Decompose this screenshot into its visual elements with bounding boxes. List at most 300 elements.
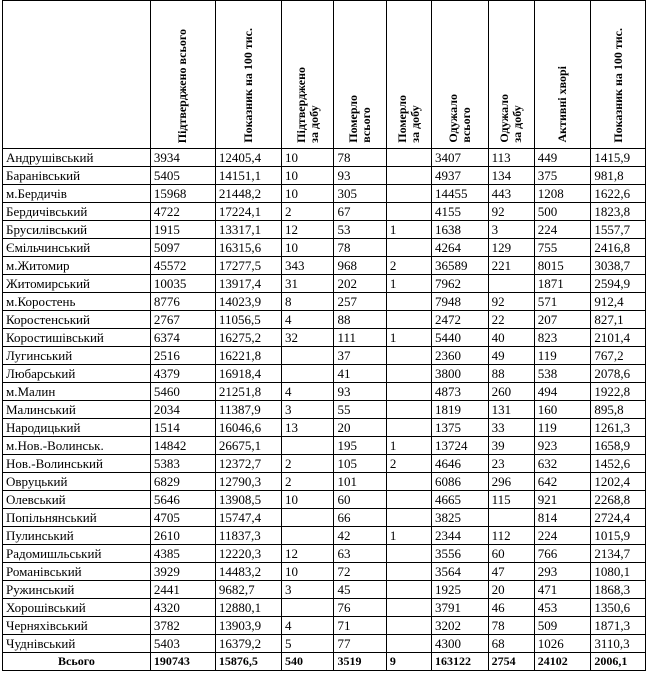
- value-cell: 12790,3: [215, 473, 281, 491]
- value-cell: 981,8: [591, 167, 646, 185]
- value-cell: 63: [334, 545, 386, 563]
- value-cell: 12372,7: [215, 455, 281, 473]
- value-cell: 5: [282, 635, 334, 653]
- value-cell: 13903,9: [215, 617, 281, 635]
- value-cell: 105: [334, 455, 386, 473]
- header-cell: [488, 1, 534, 149]
- value-cell: 4300: [431, 635, 488, 653]
- value-cell: 538: [534, 365, 591, 383]
- value-cell: 2516: [150, 347, 215, 365]
- value-cell: [386, 203, 431, 221]
- header-label: Активні хворі: [555, 66, 570, 143]
- value-cell: 4264: [431, 239, 488, 257]
- district-name-cell: Черняхівський: [3, 617, 151, 635]
- value-cell: 12: [282, 545, 334, 563]
- value-cell: [282, 437, 334, 455]
- value-cell: 471: [534, 581, 591, 599]
- value-cell: 3934: [150, 149, 215, 167]
- value-cell: 343: [282, 257, 334, 275]
- value-cell: 2: [282, 203, 334, 221]
- district-name-cell: Пулинський: [3, 527, 151, 545]
- value-cell: 755: [534, 239, 591, 257]
- value-cell: 46: [488, 599, 534, 617]
- value-cell: 37: [334, 347, 386, 365]
- value-cell: 2078,6: [591, 365, 646, 383]
- value-cell: 17277,5: [215, 257, 281, 275]
- total-label-cell: Всього: [3, 653, 151, 671]
- value-cell: 113: [488, 149, 534, 167]
- value-cell: 14023,9: [215, 293, 281, 311]
- value-cell: 4646: [431, 455, 488, 473]
- total-value-cell: 24102: [534, 653, 591, 671]
- value-cell: 4873: [431, 383, 488, 401]
- table-row: [3, 257, 646, 275]
- value-cell: 22: [488, 311, 534, 329]
- value-cell: 6374: [150, 329, 215, 347]
- value-cell: 23: [488, 455, 534, 473]
- value-cell: 1: [386, 437, 431, 455]
- header-cell: [386, 1, 431, 149]
- value-cell: 14151,1: [215, 167, 281, 185]
- value-cell: 1452,6: [591, 455, 646, 473]
- total-row: [3, 653, 646, 671]
- value-cell: 14455: [431, 185, 488, 203]
- value-cell: 4: [282, 617, 334, 635]
- table-row: [3, 491, 646, 509]
- value-cell: 31: [282, 275, 334, 293]
- table-row: [3, 311, 646, 329]
- value-cell: 375: [534, 167, 591, 185]
- value-cell: 3038,7: [591, 257, 646, 275]
- header-cell: [215, 1, 281, 149]
- value-cell: 10: [282, 167, 334, 185]
- value-cell: [488, 275, 534, 293]
- value-cell: 13724: [431, 437, 488, 455]
- value-cell: [386, 365, 431, 383]
- value-cell: 1823,8: [591, 203, 646, 221]
- value-cell: 45: [334, 581, 386, 599]
- table-body: [3, 149, 646, 653]
- value-cell: 3: [488, 221, 534, 239]
- value-cell: 21251,8: [215, 383, 281, 401]
- header-cell: [591, 1, 646, 149]
- header-cell: [150, 1, 215, 149]
- header-row: [3, 1, 646, 149]
- header-label: Померло всього: [346, 95, 374, 143]
- table-row: [3, 275, 646, 293]
- value-cell: 443: [488, 185, 534, 203]
- value-cell: 1: [386, 221, 431, 239]
- value-cell: [488, 509, 534, 527]
- value-cell: [386, 419, 431, 437]
- value-cell: 2416,8: [591, 239, 646, 257]
- value-cell: 92: [488, 203, 534, 221]
- value-cell: 14842: [150, 437, 215, 455]
- value-cell: 17224,1: [215, 203, 281, 221]
- header-cell-district: [3, 1, 151, 149]
- district-name-cell: Ружинський: [3, 581, 151, 599]
- value-cell: 66: [334, 509, 386, 527]
- table-row: [3, 527, 646, 545]
- value-cell: 8776: [150, 293, 215, 311]
- value-cell: 296: [488, 473, 534, 491]
- table-row: [3, 455, 646, 473]
- value-cell: 8: [282, 293, 334, 311]
- value-cell: 33: [488, 419, 534, 437]
- district-name-cell: м.Коростень: [3, 293, 151, 311]
- total-value-cell: 15876,5: [215, 653, 281, 671]
- district-name-cell: Ємільчинський: [3, 239, 151, 257]
- district-name-cell: Любарський: [3, 365, 151, 383]
- header-cell: [334, 1, 386, 149]
- value-cell: 293: [534, 563, 591, 581]
- district-name-cell: Попільнянський: [3, 509, 151, 527]
- value-cell: 6086: [431, 473, 488, 491]
- value-cell: 134: [488, 167, 534, 185]
- value-cell: 68: [488, 635, 534, 653]
- value-cell: [386, 311, 431, 329]
- value-cell: 12405,4: [215, 149, 281, 167]
- value-cell: 32: [282, 329, 334, 347]
- value-cell: [386, 149, 431, 167]
- value-cell: 5460: [150, 383, 215, 401]
- value-cell: 494: [534, 383, 591, 401]
- value-cell: 509: [534, 617, 591, 635]
- value-cell: 12: [282, 221, 334, 239]
- value-cell: 101: [334, 473, 386, 491]
- district-name-cell: Овруцький: [3, 473, 151, 491]
- value-cell: 814: [534, 509, 591, 527]
- value-cell: 224: [534, 527, 591, 545]
- table-row: [3, 185, 646, 203]
- table-footer: [3, 653, 646, 671]
- value-cell: 767,2: [591, 347, 646, 365]
- value-cell: 3782: [150, 617, 215, 635]
- value-cell: 13908,5: [215, 491, 281, 509]
- value-cell: 60: [334, 491, 386, 509]
- value-cell: 195: [334, 437, 386, 455]
- value-cell: 1915: [150, 221, 215, 239]
- value-cell: 3202: [431, 617, 488, 635]
- header-cell: [534, 1, 591, 149]
- value-cell: 119: [534, 419, 591, 437]
- value-cell: 3: [282, 401, 334, 419]
- header-label: Померло за добу: [394, 95, 422, 143]
- value-cell: 16275,2: [215, 329, 281, 347]
- value-cell: 16379,2: [215, 635, 281, 653]
- value-cell: 1922,8: [591, 383, 646, 401]
- value-cell: 13317,1: [215, 221, 281, 239]
- value-cell: 1375: [431, 419, 488, 437]
- value-cell: 12220,3: [215, 545, 281, 563]
- district-name-cell: Хорошівський: [3, 599, 151, 617]
- header-label: Підтверджено за добу: [293, 67, 321, 143]
- table-row: [3, 365, 646, 383]
- value-cell: 88: [334, 311, 386, 329]
- value-cell: 1819: [431, 401, 488, 419]
- value-cell: 1415,9: [591, 149, 646, 167]
- value-cell: 12880,1: [215, 599, 281, 617]
- value-cell: 1: [386, 329, 431, 347]
- value-cell: 5646: [150, 491, 215, 509]
- value-cell: 1080,1: [591, 563, 646, 581]
- table-row: [3, 401, 646, 419]
- value-cell: [386, 635, 431, 653]
- table-row: [3, 167, 646, 185]
- value-cell: 3791: [431, 599, 488, 617]
- value-cell: 1: [386, 527, 431, 545]
- value-cell: 7962: [431, 275, 488, 293]
- district-name-cell: Малинський: [3, 401, 151, 419]
- value-cell: 67: [334, 203, 386, 221]
- value-cell: 60: [488, 545, 534, 563]
- value-cell: 1658,9: [591, 437, 646, 455]
- table-row: [3, 293, 646, 311]
- value-cell: [386, 545, 431, 563]
- table-row: [3, 617, 646, 635]
- district-name-cell: м.Бердичів: [3, 185, 151, 203]
- value-cell: 1868,3: [591, 581, 646, 599]
- value-cell: 55: [334, 401, 386, 419]
- value-cell: 71: [334, 617, 386, 635]
- value-cell: 912,4: [591, 293, 646, 311]
- table-row: [3, 419, 646, 437]
- district-name-cell: Олевський: [3, 491, 151, 509]
- value-cell: 1638: [431, 221, 488, 239]
- district-name-cell: м.Житомир: [3, 257, 151, 275]
- value-cell: 129: [488, 239, 534, 257]
- header-label: Одужало за добу: [497, 94, 525, 143]
- district-name-cell: Нов.-Волинський: [3, 455, 151, 473]
- district-name-cell: Коростенський: [3, 311, 151, 329]
- district-name-cell: Лугинський: [3, 347, 151, 365]
- value-cell: 3564: [431, 563, 488, 581]
- value-cell: 93: [334, 167, 386, 185]
- district-name-cell: м.Нов.-Волинськ.: [3, 437, 151, 455]
- value-cell: 923: [534, 437, 591, 455]
- value-cell: 260: [488, 383, 534, 401]
- header-cell: [431, 1, 488, 149]
- value-cell: 1557,7: [591, 221, 646, 239]
- value-cell: [386, 617, 431, 635]
- value-cell: 5097: [150, 239, 215, 257]
- table-row: [3, 599, 646, 617]
- value-cell: 88: [488, 365, 534, 383]
- total-value-cell: 190743: [150, 653, 215, 671]
- table-row: [3, 509, 646, 527]
- header-label: Показник на 100 тис.: [610, 28, 625, 143]
- total-value-cell: 3519: [334, 653, 386, 671]
- table-row: [3, 149, 646, 167]
- value-cell: 1925: [431, 581, 488, 599]
- value-cell: [386, 563, 431, 581]
- value-cell: 119: [534, 347, 591, 365]
- district-name-cell: Коростишівський: [3, 329, 151, 347]
- value-cell: 5383: [150, 455, 215, 473]
- value-cell: 4379: [150, 365, 215, 383]
- value-cell: 1261,3: [591, 419, 646, 437]
- table-row: [3, 239, 646, 257]
- value-cell: 76: [334, 599, 386, 617]
- header-cell: [282, 1, 334, 149]
- value-cell: 4722: [150, 203, 215, 221]
- value-cell: 78: [334, 149, 386, 167]
- value-cell: [386, 401, 431, 419]
- value-cell: 1514: [150, 419, 215, 437]
- value-cell: [386, 383, 431, 401]
- district-name-cell: Брусилівський: [3, 221, 151, 239]
- value-cell: [282, 527, 334, 545]
- header-label: Одужало всього: [445, 94, 473, 143]
- total-value-cell: 9: [386, 653, 431, 671]
- value-cell: 3800: [431, 365, 488, 383]
- value-cell: 6829: [150, 473, 215, 491]
- value-cell: 2472: [431, 311, 488, 329]
- value-cell: 5440: [431, 329, 488, 347]
- value-cell: 15747,4: [215, 509, 281, 527]
- value-cell: 3929: [150, 563, 215, 581]
- district-name-cell: Народицький: [3, 419, 151, 437]
- value-cell: [386, 473, 431, 491]
- value-cell: 1202,4: [591, 473, 646, 491]
- total-value-cell: 2006,1: [591, 653, 646, 671]
- value-cell: 207: [534, 311, 591, 329]
- value-cell: 10: [282, 149, 334, 167]
- district-name-cell: Романівський: [3, 563, 151, 581]
- district-name-cell: м.Малин: [3, 383, 151, 401]
- table-row: [3, 635, 646, 653]
- value-cell: 2441: [150, 581, 215, 599]
- value-cell: 3825: [431, 509, 488, 527]
- total-value-cell: 163122: [431, 653, 488, 671]
- value-cell: 1622,6: [591, 185, 646, 203]
- value-cell: 4665: [431, 491, 488, 509]
- table-row: [3, 545, 646, 563]
- value-cell: [386, 347, 431, 365]
- value-cell: [282, 365, 334, 383]
- value-cell: 93: [334, 383, 386, 401]
- value-cell: 1208: [534, 185, 591, 203]
- value-cell: 2724,4: [591, 509, 646, 527]
- value-cell: 10: [282, 185, 334, 203]
- total-value-cell: 540: [282, 653, 334, 671]
- value-cell: [282, 509, 334, 527]
- value-cell: 1871,3: [591, 617, 646, 635]
- value-cell: 20: [334, 419, 386, 437]
- value-cell: 5403: [150, 635, 215, 653]
- value-cell: 36589: [431, 257, 488, 275]
- value-cell: [282, 347, 334, 365]
- value-cell: 968: [334, 257, 386, 275]
- value-cell: 2: [386, 257, 431, 275]
- value-cell: 160: [534, 401, 591, 419]
- value-cell: 53: [334, 221, 386, 239]
- value-cell: 921: [534, 491, 591, 509]
- value-cell: 10: [282, 563, 334, 581]
- value-cell: 1: [386, 275, 431, 293]
- table-row: [3, 347, 646, 365]
- value-cell: 1871: [534, 275, 591, 293]
- table-row: [3, 437, 646, 455]
- value-cell: 11056,5: [215, 311, 281, 329]
- value-cell: 26675,1: [215, 437, 281, 455]
- value-cell: 131: [488, 401, 534, 419]
- table-row: [3, 563, 646, 581]
- value-cell: 13: [282, 419, 334, 437]
- table-row: [3, 221, 646, 239]
- value-cell: 14483,2: [215, 563, 281, 581]
- value-cell: 11387,9: [215, 401, 281, 419]
- value-cell: 823: [534, 329, 591, 347]
- value-cell: [386, 599, 431, 617]
- value-cell: 112: [488, 527, 534, 545]
- value-cell: 2134,7: [591, 545, 646, 563]
- value-cell: [386, 491, 431, 509]
- district-name-cell: Чуднівський: [3, 635, 151, 653]
- value-cell: 224: [534, 221, 591, 239]
- value-cell: 45572: [150, 257, 215, 275]
- value-cell: [386, 509, 431, 527]
- value-cell: 10: [282, 491, 334, 509]
- value-cell: 1026: [534, 635, 591, 653]
- value-cell: 257: [334, 293, 386, 311]
- value-cell: 78: [488, 617, 534, 635]
- value-cell: 449: [534, 149, 591, 167]
- value-cell: 41: [334, 365, 386, 383]
- value-cell: 3: [282, 581, 334, 599]
- value-cell: 2344: [431, 527, 488, 545]
- value-cell: 20: [488, 581, 534, 599]
- value-cell: [386, 185, 431, 203]
- value-cell: [386, 167, 431, 185]
- value-cell: 8015: [534, 257, 591, 275]
- value-cell: 16918,4: [215, 365, 281, 383]
- value-cell: 11837,3: [215, 527, 281, 545]
- value-cell: 2101,4: [591, 329, 646, 347]
- value-cell: 3407: [431, 149, 488, 167]
- value-cell: 40: [488, 329, 534, 347]
- table-header: [3, 1, 646, 149]
- value-cell: 15968: [150, 185, 215, 203]
- value-cell: 2594,9: [591, 275, 646, 293]
- value-cell: 2: [386, 455, 431, 473]
- value-cell: 77: [334, 635, 386, 653]
- value-cell: 4385: [150, 545, 215, 563]
- value-cell: 766: [534, 545, 591, 563]
- value-cell: 9682,7: [215, 581, 281, 599]
- value-cell: 500: [534, 203, 591, 221]
- value-cell: 632: [534, 455, 591, 473]
- value-cell: 4705: [150, 509, 215, 527]
- value-cell: 78: [334, 239, 386, 257]
- value-cell: 5405: [150, 167, 215, 185]
- value-cell: 16221,8: [215, 347, 281, 365]
- value-cell: 115: [488, 491, 534, 509]
- value-cell: 895,8: [591, 401, 646, 419]
- value-cell: 21448,2: [215, 185, 281, 203]
- value-cell: 10: [282, 239, 334, 257]
- value-cell: 72: [334, 563, 386, 581]
- table-row: [3, 203, 646, 221]
- value-cell: 42: [334, 527, 386, 545]
- district-name-cell: Баранівський: [3, 167, 151, 185]
- value-cell: 4: [282, 383, 334, 401]
- value-cell: [282, 599, 334, 617]
- value-cell: 2034: [150, 401, 215, 419]
- value-cell: 2268,8: [591, 491, 646, 509]
- value-cell: 2: [282, 455, 334, 473]
- value-cell: 2: [282, 473, 334, 491]
